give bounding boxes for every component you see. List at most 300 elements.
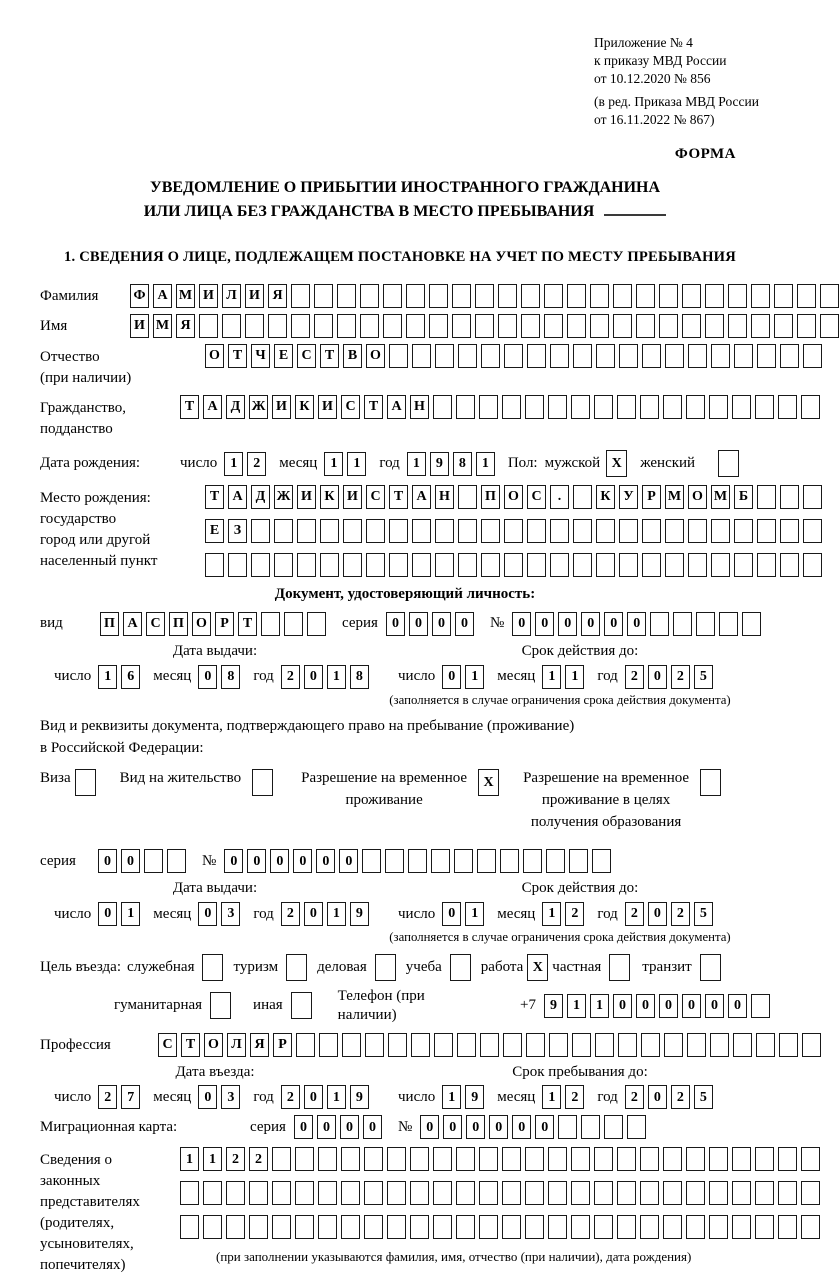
- char-cell[interactable]: А: [123, 612, 142, 636]
- char-cell[interactable]: [663, 395, 682, 419]
- char-cell[interactable]: [573, 485, 592, 509]
- patronymic-cells[interactable]: [205, 344, 822, 368]
- mig-number-cells[interactable]: [420, 1115, 646, 1139]
- char-cell[interactable]: 1: [327, 665, 346, 689]
- char-cell[interactable]: Т: [389, 485, 408, 509]
- purpose-tourism-checkbox[interactable]: [286, 954, 307, 981]
- char-cell[interactable]: [366, 519, 385, 543]
- purpose-private-checkbox[interactable]: [609, 954, 630, 981]
- char-cell[interactable]: 2: [247, 452, 266, 476]
- char-cell[interactable]: 2: [671, 665, 690, 689]
- char-cell[interactable]: [521, 314, 540, 338]
- char-cell[interactable]: [709, 1147, 728, 1171]
- char-cell[interactable]: [337, 314, 356, 338]
- char-cell[interactable]: 9: [544, 994, 563, 1018]
- char-cell[interactable]: [619, 519, 638, 543]
- char-cell[interactable]: [475, 284, 494, 308]
- char-cell[interactable]: [320, 519, 339, 543]
- char-cell[interactable]: [801, 1147, 820, 1171]
- char-cell[interactable]: [454, 849, 473, 873]
- char-cell[interactable]: [337, 284, 356, 308]
- char-cell[interactable]: [167, 849, 186, 873]
- char-cell[interactable]: [452, 284, 471, 308]
- char-cell[interactable]: [688, 519, 707, 543]
- char-cell[interactable]: 0: [432, 612, 451, 636]
- purpose-transit-checkbox[interactable]: [700, 954, 721, 981]
- char-cell[interactable]: Л: [222, 284, 241, 308]
- res-issue-year[interactable]: [281, 902, 369, 926]
- char-cell[interactable]: [274, 553, 293, 577]
- char-cell[interactable]: [456, 1147, 475, 1171]
- char-cell[interactable]: М: [176, 284, 195, 308]
- doc-series-cells[interactable]: [386, 612, 474, 636]
- char-cell[interactable]: [525, 1147, 544, 1171]
- char-cell[interactable]: 0: [198, 665, 217, 689]
- char-cell[interactable]: [751, 284, 770, 308]
- char-cell[interactable]: [341, 1215, 360, 1239]
- char-cell[interactable]: 0: [512, 1115, 531, 1139]
- char-cell[interactable]: [757, 344, 776, 368]
- char-cell[interactable]: 0: [604, 612, 623, 636]
- char-cell[interactable]: 0: [442, 665, 461, 689]
- char-cell[interactable]: X: [606, 450, 627, 477]
- purpose-humanitarian-checkbox[interactable]: [210, 992, 231, 1019]
- char-cell[interactable]: 0: [198, 902, 217, 926]
- char-cell[interactable]: И: [318, 395, 337, 419]
- char-cell[interactable]: О: [688, 485, 707, 509]
- char-cell[interactable]: [711, 519, 730, 543]
- char-cell[interactable]: [251, 519, 270, 543]
- doc-valid-month[interactable]: [542, 665, 584, 689]
- char-cell[interactable]: [364, 1215, 383, 1239]
- char-cell[interactable]: [342, 1033, 361, 1057]
- char-cell[interactable]: 7: [121, 1085, 140, 1109]
- char-cell[interactable]: [640, 1215, 659, 1239]
- char-cell[interactable]: Б: [734, 485, 753, 509]
- char-cell[interactable]: Ф: [130, 284, 149, 308]
- char-cell[interactable]: [320, 553, 339, 577]
- char-cell[interactable]: 0: [224, 849, 243, 873]
- char-cell[interactable]: [595, 1033, 614, 1057]
- char-cell[interactable]: 3: [221, 1085, 240, 1109]
- char-cell[interactable]: [318, 1215, 337, 1239]
- char-cell[interactable]: [456, 1215, 475, 1239]
- char-cell[interactable]: Р: [642, 485, 661, 509]
- char-cell[interactable]: Я: [268, 284, 287, 308]
- char-cell[interactable]: 0: [535, 612, 554, 636]
- char-cell[interactable]: [640, 395, 659, 419]
- char-cell[interactable]: [481, 553, 500, 577]
- char-cell[interactable]: 3: [221, 902, 240, 926]
- char-cell[interactable]: А: [412, 485, 431, 509]
- char-cell[interactable]: [803, 344, 822, 368]
- char-cell[interactable]: [144, 849, 163, 873]
- char-cell[interactable]: У: [619, 485, 638, 509]
- char-cell[interactable]: 0: [581, 612, 600, 636]
- char-cell[interactable]: [778, 395, 797, 419]
- char-cell[interactable]: 0: [558, 612, 577, 636]
- char-cell[interactable]: [252, 769, 273, 796]
- char-cell[interactable]: С: [527, 485, 546, 509]
- res-series-cells[interactable]: [98, 849, 186, 873]
- char-cell[interactable]: [429, 284, 448, 308]
- char-cell[interactable]: [550, 519, 569, 543]
- char-cell[interactable]: [636, 284, 655, 308]
- char-cell[interactable]: [711, 344, 730, 368]
- char-cell[interactable]: [751, 994, 770, 1018]
- purpose-other-checkbox[interactable]: [291, 992, 312, 1019]
- char-cell[interactable]: [433, 1147, 452, 1171]
- char-cell[interactable]: [498, 314, 517, 338]
- char-cell[interactable]: [548, 1181, 567, 1205]
- char-cell[interactable]: [286, 954, 307, 981]
- char-cell[interactable]: [573, 553, 592, 577]
- purpose-work-checkbox[interactable]: [527, 954, 548, 981]
- doc-issue-day[interactable]: [98, 665, 140, 689]
- char-cell[interactable]: [659, 314, 678, 338]
- char-cell[interactable]: [180, 1215, 199, 1239]
- char-cell[interactable]: 0: [728, 994, 747, 1018]
- char-cell[interactable]: 8: [221, 665, 240, 689]
- char-cell[interactable]: [481, 519, 500, 543]
- char-cell[interactable]: [456, 1181, 475, 1205]
- char-cell[interactable]: [458, 344, 477, 368]
- char-cell[interactable]: [500, 849, 519, 873]
- char-cell[interactable]: [249, 1181, 268, 1205]
- char-cell[interactable]: 1: [98, 665, 117, 689]
- char-cell[interactable]: 0: [294, 1115, 313, 1139]
- char-cell[interactable]: [387, 1215, 406, 1239]
- char-cell[interactable]: 1: [476, 452, 495, 476]
- char-cell[interactable]: [272, 1215, 291, 1239]
- char-cell[interactable]: [617, 1215, 636, 1239]
- char-cell[interactable]: [728, 284, 747, 308]
- char-cell[interactable]: [757, 485, 776, 509]
- char-cell[interactable]: 2: [226, 1147, 245, 1171]
- char-cell[interactable]: [757, 553, 776, 577]
- char-cell[interactable]: 1: [121, 902, 140, 926]
- char-cell[interactable]: [573, 344, 592, 368]
- doc-issue-month[interactable]: [198, 665, 240, 689]
- char-cell[interactable]: [609, 954, 630, 981]
- res-issue-month[interactable]: [198, 902, 240, 926]
- char-cell[interactable]: 0: [247, 849, 266, 873]
- char-cell[interactable]: [801, 1181, 820, 1205]
- char-cell[interactable]: [222, 314, 241, 338]
- char-cell[interactable]: О: [204, 1033, 223, 1057]
- char-cell[interactable]: С: [366, 485, 385, 509]
- char-cell[interactable]: 1: [327, 902, 346, 926]
- birth-year-cells[interactable]: [407, 452, 495, 476]
- char-cell[interactable]: К: [320, 485, 339, 509]
- char-cell[interactable]: 1: [542, 1085, 561, 1109]
- char-cell[interactable]: [755, 395, 774, 419]
- char-cell[interactable]: [527, 519, 546, 543]
- char-cell[interactable]: [549, 1033, 568, 1057]
- char-cell[interactable]: [688, 344, 707, 368]
- char-cell[interactable]: [710, 1033, 729, 1057]
- char-cell[interactable]: 1: [465, 665, 484, 689]
- char-cell[interactable]: [594, 1215, 613, 1239]
- char-cell[interactable]: [594, 1147, 613, 1171]
- char-cell[interactable]: [410, 1215, 429, 1239]
- representatives-row3[interactable]: [180, 1215, 820, 1239]
- purpose-business-checkbox[interactable]: [375, 954, 396, 981]
- char-cell[interactable]: [360, 314, 379, 338]
- char-cell[interactable]: [642, 553, 661, 577]
- char-cell[interactable]: [696, 612, 715, 636]
- char-cell[interactable]: 0: [648, 1085, 667, 1109]
- char-cell[interactable]: [700, 954, 721, 981]
- char-cell[interactable]: [479, 395, 498, 419]
- char-cell[interactable]: 0: [386, 612, 405, 636]
- char-cell[interactable]: 1: [465, 902, 484, 926]
- char-cell[interactable]: [318, 1147, 337, 1171]
- char-cell[interactable]: [251, 553, 270, 577]
- char-cell[interactable]: [590, 314, 609, 338]
- profession-cells[interactable]: [158, 1033, 821, 1057]
- char-cell[interactable]: X: [478, 769, 499, 796]
- char-cell[interactable]: П: [481, 485, 500, 509]
- char-cell[interactable]: Т: [238, 612, 257, 636]
- char-cell[interactable]: 0: [304, 665, 323, 689]
- char-cell[interactable]: [434, 1033, 453, 1057]
- char-cell[interactable]: [636, 314, 655, 338]
- char-cell[interactable]: [504, 344, 523, 368]
- char-cell[interactable]: 1: [567, 994, 586, 1018]
- char-cell[interactable]: [199, 314, 218, 338]
- char-cell[interactable]: [803, 519, 822, 543]
- char-cell[interactable]: [756, 1033, 775, 1057]
- char-cell[interactable]: [780, 485, 799, 509]
- char-cell[interactable]: Ч: [251, 344, 270, 368]
- char-cell[interactable]: 2: [565, 1085, 584, 1109]
- char-cell[interactable]: [343, 519, 362, 543]
- char-cell[interactable]: М: [153, 314, 172, 338]
- char-cell[interactable]: Д: [226, 395, 245, 419]
- char-cell[interactable]: [572, 1033, 591, 1057]
- char-cell[interactable]: [389, 519, 408, 543]
- char-cell[interactable]: [364, 1181, 383, 1205]
- char-cell[interactable]: [261, 612, 280, 636]
- char-cell[interactable]: 2: [625, 1085, 644, 1109]
- char-cell[interactable]: [641, 1033, 660, 1057]
- char-cell[interactable]: [803, 485, 822, 509]
- char-cell[interactable]: 1: [542, 902, 561, 926]
- char-cell[interactable]: 9: [465, 1085, 484, 1109]
- stay-year[interactable]: [625, 1085, 713, 1109]
- char-cell[interactable]: Т: [181, 1033, 200, 1057]
- char-cell[interactable]: [291, 992, 312, 1019]
- char-cell[interactable]: И: [297, 485, 316, 509]
- char-cell[interactable]: А: [153, 284, 172, 308]
- char-cell[interactable]: [571, 1215, 590, 1239]
- birth-day-cells[interactable]: [224, 452, 266, 476]
- char-cell[interactable]: [498, 284, 517, 308]
- char-cell[interactable]: 0: [466, 1115, 485, 1139]
- char-cell[interactable]: [594, 1181, 613, 1205]
- res-valid-day[interactable]: [442, 902, 484, 926]
- char-cell[interactable]: [673, 612, 692, 636]
- char-cell[interactable]: [558, 1115, 577, 1139]
- char-cell[interactable]: [682, 314, 701, 338]
- char-cell[interactable]: [375, 954, 396, 981]
- char-cell[interactable]: [433, 1181, 452, 1205]
- char-cell[interactable]: [642, 344, 661, 368]
- char-cell[interactable]: [360, 284, 379, 308]
- char-cell[interactable]: 0: [489, 1115, 508, 1139]
- char-cell[interactable]: [202, 954, 223, 981]
- char-cell[interactable]: [686, 1147, 705, 1171]
- char-cell[interactable]: [284, 612, 303, 636]
- char-cell[interactable]: 0: [648, 902, 667, 926]
- char-cell[interactable]: [412, 553, 431, 577]
- doc-kind-cells[interactable]: [100, 612, 326, 636]
- char-cell[interactable]: 1: [407, 452, 426, 476]
- representatives-row1[interactable]: [180, 1147, 820, 1171]
- char-cell[interactable]: 0: [420, 1115, 439, 1139]
- char-cell[interactable]: [433, 1215, 452, 1239]
- char-cell[interactable]: [296, 1033, 315, 1057]
- char-cell[interactable]: [314, 314, 333, 338]
- char-cell[interactable]: [700, 769, 721, 796]
- char-cell[interactable]: [411, 1033, 430, 1057]
- char-cell[interactable]: [435, 344, 454, 368]
- char-cell[interactable]: 0: [613, 994, 632, 1018]
- char-cell[interactable]: [728, 314, 747, 338]
- char-cell[interactable]: [548, 1215, 567, 1239]
- char-cell[interactable]: 1: [442, 1085, 461, 1109]
- char-cell[interactable]: 0: [316, 849, 335, 873]
- char-cell[interactable]: [291, 314, 310, 338]
- char-cell[interactable]: [686, 1215, 705, 1239]
- char-cell[interactable]: 1: [224, 452, 243, 476]
- char-cell[interactable]: [820, 314, 839, 338]
- char-cell[interactable]: [502, 1147, 521, 1171]
- char-cell[interactable]: [297, 553, 316, 577]
- char-cell[interactable]: Т: [205, 485, 224, 509]
- char-cell[interactable]: [249, 1215, 268, 1239]
- citizenship-cells[interactable]: [180, 395, 820, 419]
- char-cell[interactable]: .: [550, 485, 569, 509]
- entry-day[interactable]: [98, 1085, 140, 1109]
- char-cell[interactable]: [525, 1215, 544, 1239]
- char-cell[interactable]: 0: [339, 849, 358, 873]
- char-cell[interactable]: [665, 519, 684, 543]
- char-cell[interactable]: [755, 1181, 774, 1205]
- char-cell[interactable]: [525, 395, 544, 419]
- char-cell[interactable]: [751, 314, 770, 338]
- char-cell[interactable]: [479, 1147, 498, 1171]
- char-cell[interactable]: 0: [682, 994, 701, 1018]
- char-cell[interactable]: [525, 1181, 544, 1205]
- char-cell[interactable]: [362, 849, 381, 873]
- char-cell[interactable]: 0: [443, 1115, 462, 1139]
- temp-residence-checkbox[interactable]: [478, 769, 499, 796]
- char-cell[interactable]: [406, 284, 425, 308]
- char-cell[interactable]: 0: [304, 902, 323, 926]
- char-cell[interactable]: [596, 344, 615, 368]
- char-cell[interactable]: [569, 849, 588, 873]
- char-cell[interactable]: [458, 485, 477, 509]
- surname-cells[interactable]: [130, 284, 839, 308]
- char-cell[interactable]: [797, 314, 816, 338]
- char-cell[interactable]: 1: [565, 665, 584, 689]
- char-cell[interactable]: [592, 849, 611, 873]
- char-cell[interactable]: П: [100, 612, 119, 636]
- char-cell[interactable]: [755, 1215, 774, 1239]
- char-cell[interactable]: [458, 553, 477, 577]
- char-cell[interactable]: 2: [98, 1085, 117, 1109]
- char-cell[interactable]: [479, 1181, 498, 1205]
- char-cell[interactable]: И: [272, 395, 291, 419]
- char-cell[interactable]: [456, 395, 475, 419]
- char-cell[interactable]: [617, 1181, 636, 1205]
- char-cell[interactable]: [481, 344, 500, 368]
- char-cell[interactable]: С: [146, 612, 165, 636]
- stay-month[interactable]: [542, 1085, 584, 1109]
- char-cell[interactable]: [203, 1215, 222, 1239]
- doc-valid-year[interactable]: [625, 665, 713, 689]
- doc-number-cells[interactable]: [512, 612, 761, 636]
- char-cell[interactable]: [226, 1215, 245, 1239]
- purpose-official-checkbox[interactable]: [202, 954, 223, 981]
- char-cell[interactable]: 8: [453, 452, 472, 476]
- char-cell[interactable]: [619, 344, 638, 368]
- char-cell[interactable]: [571, 395, 590, 419]
- char-cell[interactable]: [480, 1033, 499, 1057]
- char-cell[interactable]: 1: [347, 452, 366, 476]
- char-cell[interactable]: 0: [293, 849, 312, 873]
- entry-month[interactable]: [198, 1085, 240, 1109]
- char-cell[interactable]: [734, 519, 753, 543]
- char-cell[interactable]: 2: [565, 902, 584, 926]
- char-cell[interactable]: Т: [320, 344, 339, 368]
- char-cell[interactable]: 1: [590, 994, 609, 1018]
- char-cell[interactable]: [245, 314, 264, 338]
- char-cell[interactable]: [619, 553, 638, 577]
- char-cell[interactable]: [383, 284, 402, 308]
- char-cell[interactable]: [571, 1181, 590, 1205]
- char-cell[interactable]: 0: [363, 1115, 382, 1139]
- char-cell[interactable]: О: [504, 485, 523, 509]
- char-cell[interactable]: Р: [273, 1033, 292, 1057]
- char-cell[interactable]: [341, 1181, 360, 1205]
- char-cell[interactable]: [665, 344, 684, 368]
- char-cell[interactable]: [314, 284, 333, 308]
- char-cell[interactable]: 0: [98, 902, 117, 926]
- char-cell[interactable]: 2: [671, 902, 690, 926]
- char-cell[interactable]: С: [341, 395, 360, 419]
- char-cell[interactable]: [732, 1147, 751, 1171]
- char-cell[interactable]: [502, 1181, 521, 1205]
- char-cell[interactable]: 2: [671, 1085, 690, 1109]
- char-cell[interactable]: А: [203, 395, 222, 419]
- char-cell[interactable]: [412, 519, 431, 543]
- char-cell[interactable]: 0: [636, 994, 655, 1018]
- birth-place-row1[interactable]: [205, 485, 822, 509]
- char-cell[interactable]: [272, 1181, 291, 1205]
- char-cell[interactable]: [388, 1033, 407, 1057]
- char-cell[interactable]: [567, 284, 586, 308]
- char-cell[interactable]: [732, 1181, 751, 1205]
- char-cell[interactable]: [687, 1033, 706, 1057]
- char-cell[interactable]: [780, 519, 799, 543]
- char-cell[interactable]: 0: [317, 1115, 336, 1139]
- char-cell[interactable]: [75, 769, 96, 796]
- char-cell[interactable]: 2: [281, 665, 300, 689]
- char-cell[interactable]: [435, 553, 454, 577]
